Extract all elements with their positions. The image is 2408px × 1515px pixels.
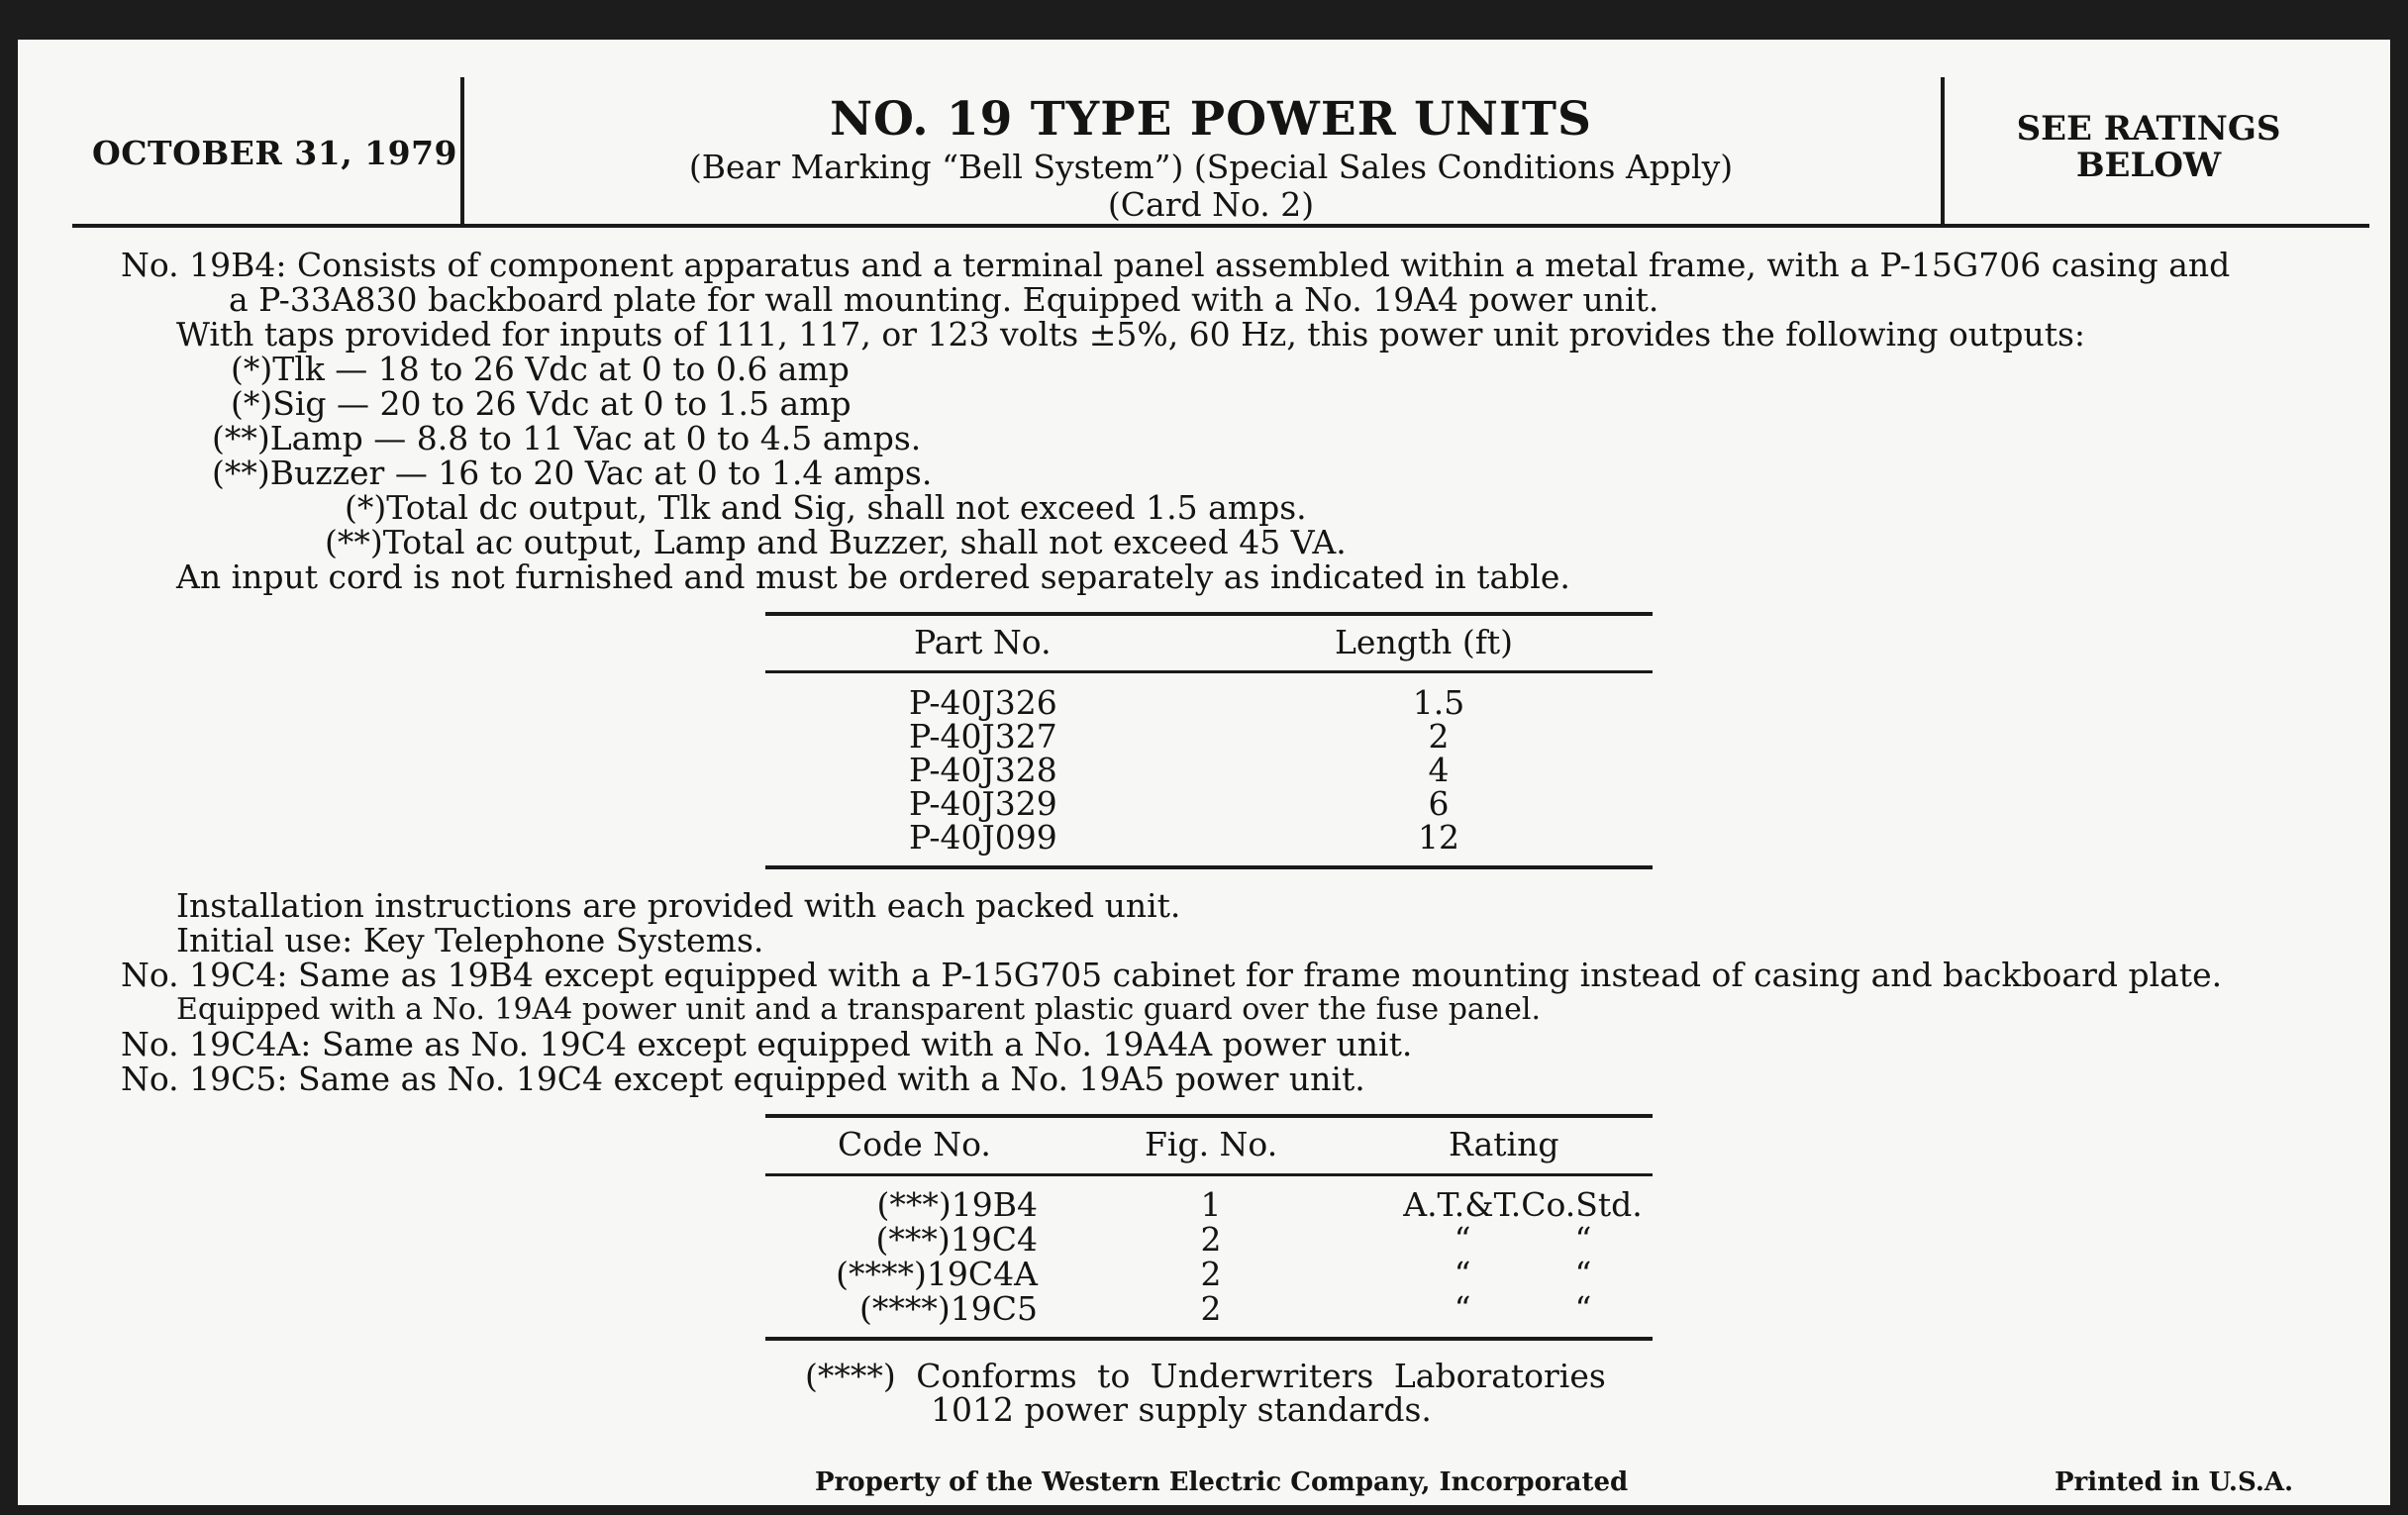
ratings-note bbox=[1960, 111, 2337, 184]
page-subtitle: (Bear Marking “Bell System”) (Special Sales Conditions Apply) bbox=[688, 148, 1734, 186]
para-installation: Installation instructions are provided with each packed unit. bbox=[176, 886, 1181, 925]
output-sig: (*)Sig — 20 to 26 Vdc at 0 to 1.5 amp bbox=[231, 384, 852, 423]
code-row-2-code: (***)19C4 bbox=[875, 1220, 1038, 1259]
code-row-3-code: (****)19C4A bbox=[836, 1255, 1038, 1293]
output-buzzer: (**)Buzzer — 16 to 20 Vac at 0 to 1.4 amps. bbox=[212, 454, 933, 492]
para-initial-use: Initial use: Key Telephone Systems. bbox=[176, 921, 764, 960]
cord-row-4-length: 6 bbox=[1428, 784, 1450, 823]
cord-row-5-part: P-40J099 bbox=[909, 818, 1057, 857]
page-title: NO. 19 TYPE POWER UNITS bbox=[830, 92, 1592, 147]
code-table-top-rule bbox=[765, 1114, 1653, 1118]
card-number: (Card No. 2) bbox=[1107, 185, 1315, 224]
output-tlk: (*)Tlk — 18 to 26 Vdc at 0 to 0.6 amp bbox=[231, 350, 850, 388]
cord-table-bottom-rule bbox=[765, 865, 1653, 869]
code-row-2-rating: “ “ bbox=[1454, 1220, 1592, 1259]
cord-row-4-part: P-40J329 bbox=[909, 784, 1057, 823]
code-row-1-fig: 1 bbox=[1200, 1185, 1222, 1224]
para-19c4: No. 19C4: Same as 19B4 except equipped with a P-15G705 cabinet for frame mounting instead of casing and backboard plate. bbox=[121, 956, 2223, 994]
cord-table-header-rule bbox=[765, 670, 1653, 673]
code-row-2-fig: 2 bbox=[1200, 1220, 1222, 1259]
header-title-block bbox=[463, 91, 1958, 224]
cord-header-length: Length (ft) bbox=[1335, 623, 1514, 661]
code-row-4-rating: “ “ bbox=[1454, 1289, 1592, 1328]
cord-row-1-part: P-40J326 bbox=[909, 683, 1057, 722]
code-table-bottom-rule bbox=[765, 1337, 1653, 1341]
code-header-rating: Rating bbox=[1449, 1125, 1559, 1163]
footer-property: Property of the Western Electric Company, Incorporated bbox=[815, 1467, 1629, 1497]
para-taps: With taps provided for inputs of 111, 117, or 123 volts ±5%, 60 Hz, this power unit provides the following outputs: bbox=[176, 315, 2086, 354]
code-row-4-fig: 2 bbox=[1200, 1289, 1222, 1328]
note-ac-total: (**)Total ac output, Lamp and Buzzer, shall not exceed 45 VA. bbox=[325, 523, 1347, 561]
ratings-line-1: SEE RATINGS bbox=[2016, 109, 2281, 149]
code-row-3-fig: 2 bbox=[1200, 1255, 1222, 1293]
output-lamp: (**)Lamp — 8.8 to 11 Vac at 0 to 4.5 amps. bbox=[212, 419, 922, 457]
cord-table-top-rule bbox=[765, 612, 1653, 616]
para-19b4-line1: No. 19B4: Consists of component apparatus and a terminal panel assembled within a metal frame, with a P-15G706 casing and bbox=[121, 246, 2231, 284]
ul-conformance-note-line2: 1012 power supply standards. bbox=[931, 1390, 1432, 1429]
code-header-code: Code No. bbox=[838, 1125, 991, 1163]
header-rule bbox=[72, 224, 2369, 228]
code-row-4-code: (****)19C5 bbox=[859, 1289, 1038, 1328]
issue-date: OCTOBER 31, 1979 bbox=[92, 134, 458, 172]
cord-row-3-part: P-40J328 bbox=[909, 751, 1057, 789]
para-input-cord: An input cord is not furnished and must be ordered separately as indicated in table. bbox=[176, 557, 1570, 596]
ul-conformance-note-line1: (****) Conforms to Underwriters Laboratories bbox=[805, 1357, 1606, 1395]
para-19b4-line2: a P-33A830 backboard plate for wall mounting. Equipped with a No. 19A4 power unit. bbox=[229, 280, 1659, 319]
code-table-header-rule bbox=[765, 1173, 1653, 1176]
footer-printed: Printed in U.S.A. bbox=[2055, 1467, 2294, 1497]
cord-row-3-length: 4 bbox=[1428, 751, 1450, 789]
card-header bbox=[18, 40, 2390, 228]
para-19c4a: No. 19C4A: Same as No. 19C4 except equipped with a No. 19A4A power unit. bbox=[121, 1025, 1413, 1063]
code-row-3-rating: “ “ bbox=[1454, 1255, 1592, 1293]
code-row-1-rating: A.T.&T.Co.Std. bbox=[1403, 1185, 1643, 1224]
para-19c4-equipped: Equipped with a No. 19A4 power unit and a transparent plastic guard over the fuse panel. bbox=[176, 992, 1541, 1027]
cord-row-2-part: P-40J327 bbox=[909, 717, 1057, 756]
cord-row-1-length: 1.5 bbox=[1412, 683, 1465, 722]
cord-row-5-length: 12 bbox=[1418, 818, 1459, 857]
cord-header-part: Part No. bbox=[914, 623, 1052, 661]
ratings-line-2: BELOW bbox=[2075, 146, 2222, 185]
para-19c5: No. 19C5: Same as No. 19C4 except equipped with a No. 19A5 power unit. bbox=[121, 1060, 1365, 1098]
header-divider-right bbox=[1941, 77, 1945, 226]
note-dc-total: (*)Total dc output, Tlk and Sig, shall not exceed 1.5 amps. bbox=[345, 488, 1307, 527]
cord-row-2-length: 2 bbox=[1428, 717, 1450, 756]
code-header-fig: Fig. No. bbox=[1145, 1125, 1278, 1163]
code-row-1-code: (***)19B4 bbox=[876, 1185, 1038, 1224]
document-card bbox=[18, 40, 2390, 1505]
